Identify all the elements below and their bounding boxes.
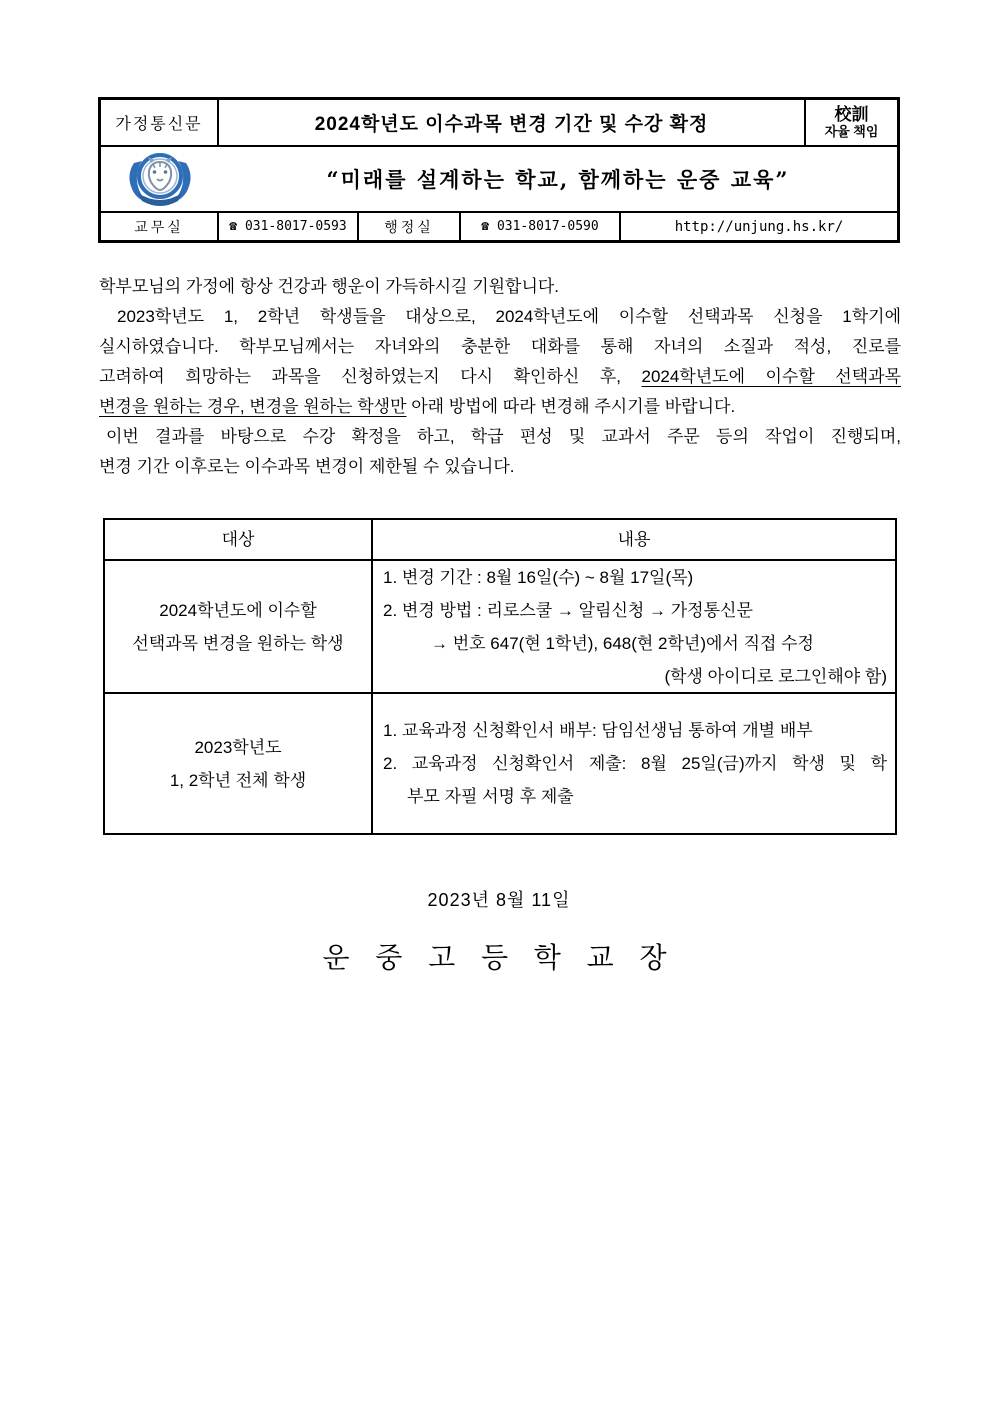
school-slogan: “미래를 설계하는 학교, 함께하는 운중 교육” xyxy=(326,167,790,192)
content-line: 1. 변경 기간 : 8월 16일(수) ~ 8월 17일(목) xyxy=(383,567,694,587)
table-row xyxy=(105,694,895,833)
office1-label: 교무실 xyxy=(101,213,219,240)
paragraph-line: 변경 기간 이후로는 이수과목 변경이 제한될 수 있습니다. xyxy=(99,457,515,476)
content-line: 2. 변경 방법 : 리로스쿨 → 알림신청 → 가정통신문 xyxy=(383,600,753,620)
motto-label: 校訓 xyxy=(834,105,869,125)
office2-phone: ☎ 031-8017-0590 xyxy=(461,213,621,240)
target-line: 1, 2학년 전체 학생 xyxy=(169,770,307,790)
header-slogan-row xyxy=(101,147,897,213)
issue-date: 2023년 8월 11일 xyxy=(427,890,571,910)
header-table xyxy=(98,97,900,243)
target-cell xyxy=(105,694,373,833)
underlined-text: 2024학년도에 이수할 선택과목 xyxy=(641,367,901,386)
content-line: → 번호 647(현 1학년), 648(현 2학년)에서 직접 수정 xyxy=(431,633,814,653)
school-logo-cell xyxy=(101,149,219,209)
target-line: 2023학년도 xyxy=(194,737,282,757)
info-table xyxy=(103,518,897,835)
table-row xyxy=(105,561,895,694)
school-motto-cell xyxy=(804,100,897,145)
target-cell xyxy=(105,561,373,692)
content-cell xyxy=(373,694,895,833)
paragraph-text: 고려하여 희망하는 과목을 신청하였는지 다시 확인하신 후, xyxy=(99,367,642,386)
content-line: (학생 아이디로 로그인해야 함) xyxy=(664,666,887,686)
body-text xyxy=(99,272,901,482)
page-title: 2024학년도 이수과목 변경 기간 및 수강 확정 xyxy=(314,114,709,135)
paragraph-text: 아래 방법에 따라 변경해 주시기를 바랍니다. xyxy=(406,397,736,416)
principal-signature: 운 중 고 등 학 교 장 xyxy=(322,942,676,973)
content-line: 부모 자필 서명 후 제출 xyxy=(407,787,574,806)
school-website: http://unjung.hs.kr/ xyxy=(674,218,844,235)
target-line: 선택과목 변경을 원하는 학생 xyxy=(132,633,344,653)
column-header-content: 내용 xyxy=(617,530,651,549)
header-contact-row xyxy=(101,213,897,240)
target-line: 2024학년도에 이수할 xyxy=(159,600,317,620)
content-line: 1. 교육과정 신청확인서 배부: 담임선생님 통하여 개별 배부 xyxy=(383,721,813,740)
paragraph-line: 이번 결과를 바탕으로 수강 확정을 하고, 학급 편성 및 교과서 주문 등의 작업이 진행되며, xyxy=(106,427,901,446)
paragraph-line: 실시하였습니다. 학부모님께서는 자녀와의 충분한 대화를 통해 자녀의 소질과 적성, 진로를 xyxy=(99,337,901,356)
office2-label: 행정실 xyxy=(359,213,461,240)
office1-phone: ☎ 031-8017-0593 xyxy=(219,213,359,240)
paragraph-line xyxy=(99,362,901,392)
column-header-target: 대상 xyxy=(105,520,373,559)
content-cell xyxy=(373,561,895,692)
doc-type-label: 가정통신문 xyxy=(101,100,219,145)
info-table-header xyxy=(105,520,895,561)
underlined-text: 변경을 원하는 경우, 변경을 원하는 학생만 xyxy=(99,397,407,416)
school-emblem-icon xyxy=(124,149,196,209)
paragraph-line: 학부모님의 가정에 항상 건강과 행운이 가득하시길 기원합니다. xyxy=(99,277,560,296)
paragraph-line xyxy=(99,392,901,422)
paragraph-line: 2023학년도 1, 2학년 학생들을 대상으로, 2024학년도에 이수할 선택과목 신청을 1학기에 xyxy=(117,307,901,326)
content-line: 2. 교육과정 신청확인서 제출: 8월 25일(금)까지 학생 및 학 xyxy=(383,754,887,773)
motto-value: 자율 책임 xyxy=(824,123,879,139)
header-title-row xyxy=(101,100,897,147)
